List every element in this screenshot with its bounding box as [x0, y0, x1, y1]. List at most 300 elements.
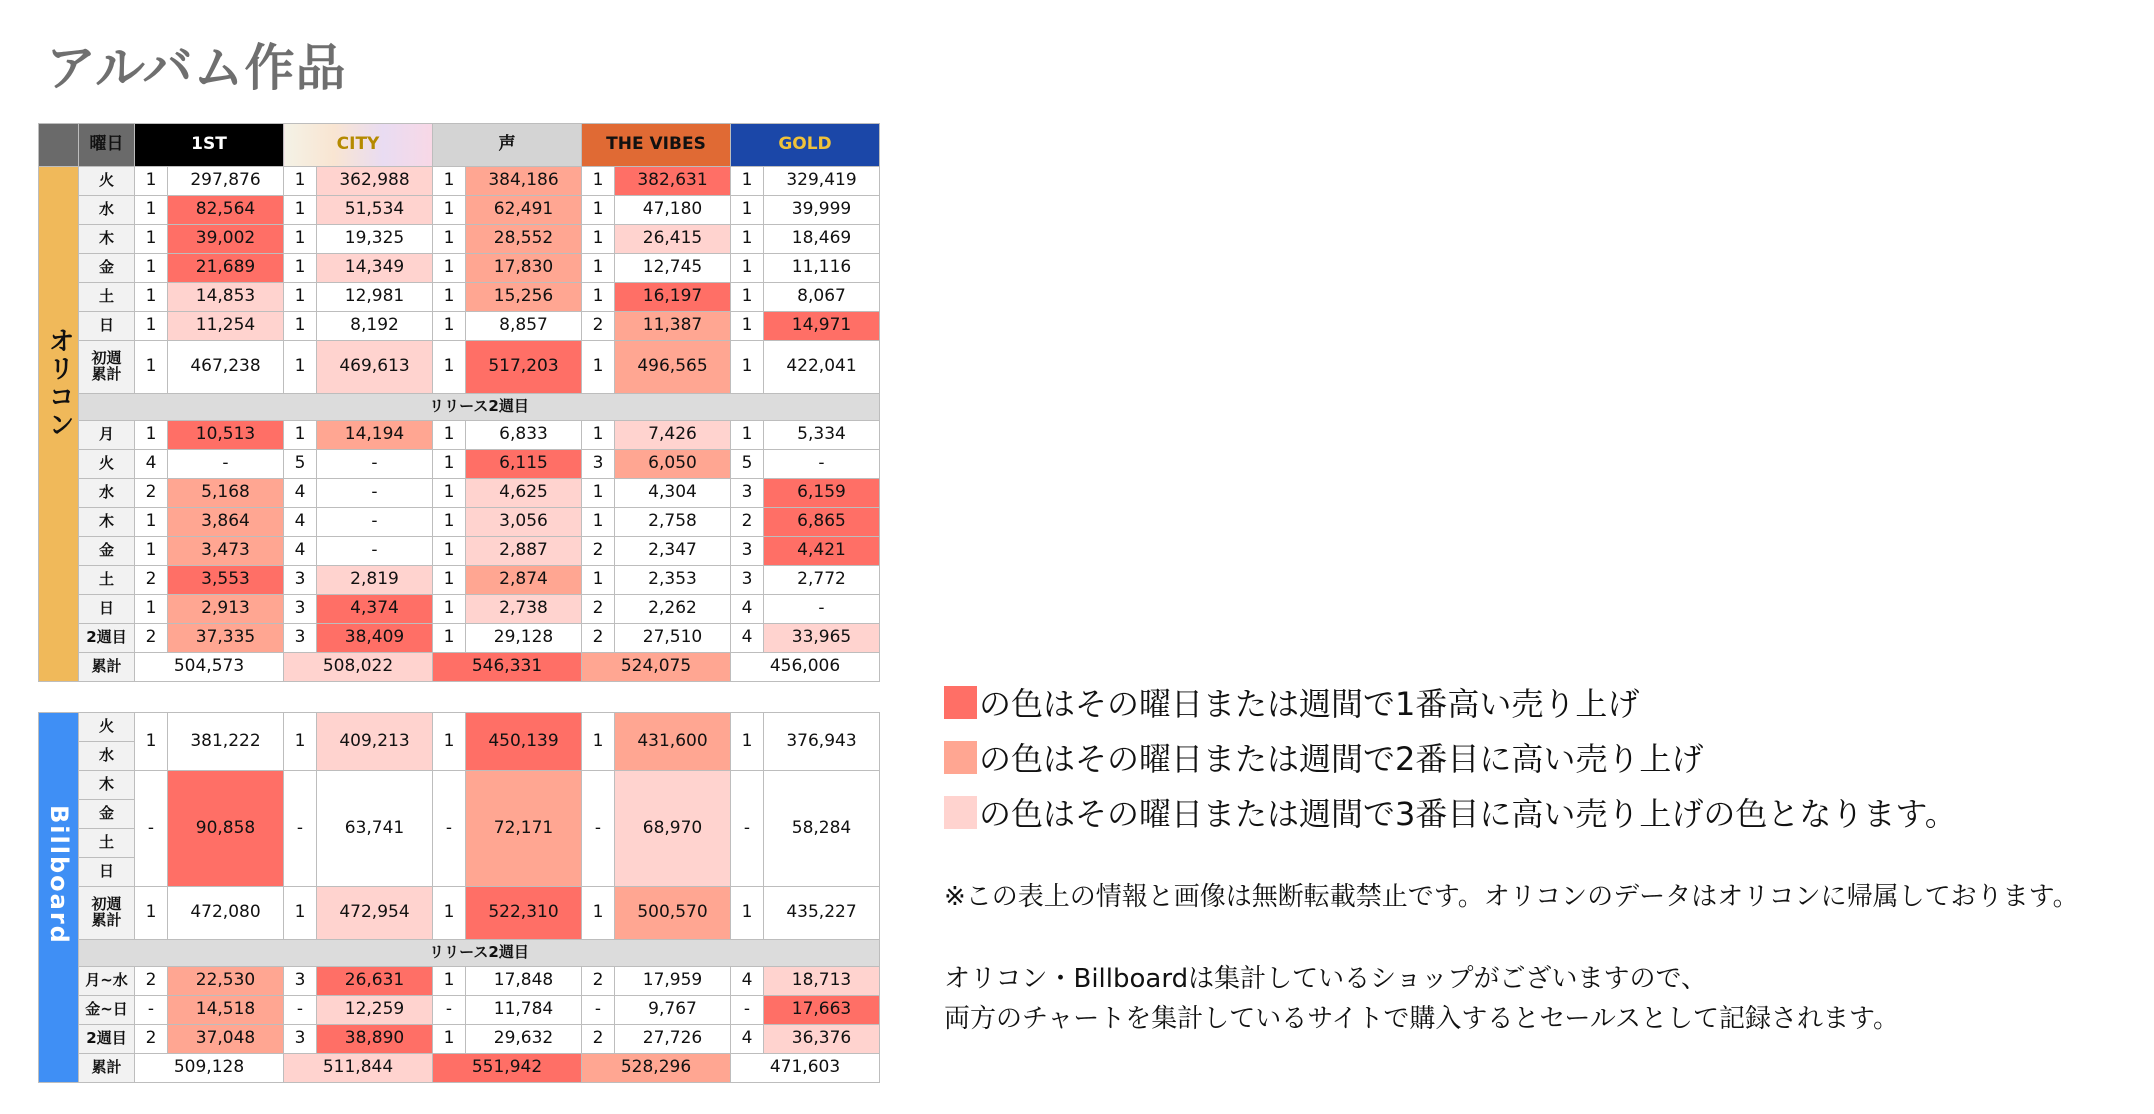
rank-cell: 2: [135, 1025, 168, 1054]
day-label: 初週 累計: [79, 341, 135, 394]
sales-cell: 17,848: [466, 967, 582, 996]
cumulative-cell: 504,573: [135, 653, 284, 682]
sales-cell: 2,758: [615, 508, 731, 537]
rank-cell: 1: [433, 196, 466, 225]
rank-cell: 1: [582, 225, 615, 254]
rank2-swatch: [944, 741, 977, 774]
rank-cell: -: [433, 771, 466, 887]
rank-cell: 4: [731, 595, 764, 624]
day-label: 初週 累計: [79, 887, 135, 940]
cumulative-cell: 524,075: [582, 653, 731, 682]
rank-cell: 1: [731, 312, 764, 341]
rank-cell: 2: [582, 1025, 615, 1054]
billboard-cumulative-row: [39, 1054, 880, 1083]
rank1-swatch: [944, 686, 977, 719]
day-label: 木: [79, 225, 135, 254]
rank-cell: 1: [731, 254, 764, 283]
sales-cell: 27,726: [615, 1025, 731, 1054]
week2-label: リリース2週目: [79, 940, 880, 967]
rank-cell: 1: [284, 196, 317, 225]
sales-cell: 3,056: [466, 508, 582, 537]
rank-cell: 1: [582, 254, 615, 283]
sales-cell: 4,421: [764, 537, 880, 566]
rank-cell: 4: [731, 624, 764, 653]
rank-cell: 2: [582, 312, 615, 341]
day-label: 木: [79, 771, 135, 800]
sales-cell: 14,518: [168, 996, 284, 1025]
day-label: 月~水: [79, 967, 135, 996]
sales-cell: 2,819: [317, 566, 433, 595]
rank-cell: 1: [284, 713, 317, 771]
sales-cell: 90,858: [168, 771, 284, 887]
rank-cell: 1: [433, 1025, 466, 1054]
sales-cell: -: [317, 479, 433, 508]
rank-cell: 1: [582, 196, 615, 225]
sales-cell: 37,048: [168, 1025, 284, 1054]
sales-table-container: [38, 123, 880, 1083]
sales-cell: 12,745: [615, 254, 731, 283]
sales-cell: 72,171: [466, 771, 582, 887]
rank-cell: 3: [284, 566, 317, 595]
billboard-week1-total-row: [39, 887, 880, 940]
oricon-week1-row: [39, 312, 880, 341]
sales-cell: 450,139: [466, 713, 582, 771]
info-note-line2: 両方のチャートを集計しているサイトで購入するとセールスとして記録されます。: [944, 1004, 1899, 1034]
album-header: 声: [433, 124, 582, 167]
sales-cell: 33,965: [764, 624, 880, 653]
sales-cell: 11,116: [764, 254, 880, 283]
sales-cell: 38,409: [317, 624, 433, 653]
rank-cell: 2: [582, 595, 615, 624]
rank-cell: 1: [433, 341, 466, 394]
rank-cell: 1: [135, 508, 168, 537]
day-label: 土: [79, 829, 135, 858]
rank-cell: 3: [284, 624, 317, 653]
cumulative-cell: 509,128: [135, 1054, 284, 1083]
sales-cell: 522,310: [466, 887, 582, 940]
rank-cell: -: [284, 996, 317, 1025]
oricon-side-label-text: オリコン: [44, 327, 75, 439]
sales-cell: 6,115: [466, 450, 582, 479]
sales-cell: 51,534: [317, 196, 433, 225]
oricon-week1-row: [39, 254, 880, 283]
sales-cell: 8,857: [466, 312, 582, 341]
album-header: THE VIBES: [582, 124, 731, 167]
rank-cell: -: [135, 771, 168, 887]
sales-cell: 14,853: [168, 283, 284, 312]
billboard-tue-wed-row: [39, 713, 880, 742]
sales-cell: 47,180: [615, 196, 731, 225]
rank-cell: 4: [284, 508, 317, 537]
rank-cell: 1: [135, 537, 168, 566]
spacer-row: [39, 682, 880, 713]
oricon-week1-row: [39, 196, 880, 225]
header-row: [39, 124, 880, 167]
rank-cell: 1: [433, 887, 466, 940]
legend-rank3: [944, 792, 1957, 832]
rank-cell: 4: [731, 967, 764, 996]
rank-cell: 3: [731, 479, 764, 508]
legend-rank2-text: の色はその曜日または週間で2番目に高い売り上げ: [979, 740, 1704, 778]
rank-cell: 4: [135, 450, 168, 479]
oricon-week2-row: [39, 450, 880, 479]
oricon-week2-row: [39, 537, 880, 566]
rank-cell: -: [731, 771, 764, 887]
sales-cell: 6,865: [764, 508, 880, 537]
sales-cell: 18,469: [764, 225, 880, 254]
page-title: アルバム作品: [46, 39, 347, 97]
oricon-cumulative-row: [39, 653, 880, 682]
rank-cell: 1: [135, 283, 168, 312]
rank-cell: -: [433, 996, 466, 1025]
sales-cell: 435,227: [764, 887, 880, 940]
sales-cell: -: [764, 450, 880, 479]
sales-cell: -: [317, 537, 433, 566]
sales-cell: 11,387: [615, 312, 731, 341]
day-label: 火: [79, 450, 135, 479]
sales-cell: 38,890: [317, 1025, 433, 1054]
sales-cell: 362,988: [317, 167, 433, 196]
rank-cell: 1: [433, 595, 466, 624]
sales-cell: 469,613: [317, 341, 433, 394]
sales-cell: 14,194: [317, 421, 433, 450]
sales-cell: 4,625: [466, 479, 582, 508]
rank-cell: 1: [135, 341, 168, 394]
oricon-week2-row: [39, 421, 880, 450]
sales-cell: 19,325: [317, 225, 433, 254]
rank-cell: 1: [731, 887, 764, 940]
rank-cell: 1: [284, 225, 317, 254]
sales-table: [38, 123, 880, 1083]
rank-cell: -: [135, 996, 168, 1025]
sales-cell: 11,784: [466, 996, 582, 1025]
sales-cell: 11,254: [168, 312, 284, 341]
sales-cell: -: [317, 450, 433, 479]
sales-cell: 3,553: [168, 566, 284, 595]
sales-cell: 9,767: [615, 996, 731, 1025]
sales-cell: 39,002: [168, 225, 284, 254]
sales-cell: 329,419: [764, 167, 880, 196]
rank-cell: -: [582, 996, 615, 1025]
sales-cell: 22,530: [168, 967, 284, 996]
rank-cell: 3: [284, 967, 317, 996]
sales-cell: 2,887: [466, 537, 582, 566]
rank-cell: 1: [433, 537, 466, 566]
rank-cell: -: [582, 771, 615, 887]
day-label: 土: [79, 566, 135, 595]
sales-cell: 376,943: [764, 713, 880, 771]
billboard-week2-separator: [39, 940, 880, 967]
sales-cell: 2,347: [615, 537, 731, 566]
rank-cell: 1: [582, 566, 615, 595]
sales-cell: 381,222: [168, 713, 284, 771]
rank-cell: 1: [284, 341, 317, 394]
oricon-week1-row: [39, 283, 880, 312]
billboard-week2-row: [39, 967, 880, 996]
rank-cell: 1: [135, 713, 168, 771]
rank-cell: 3: [284, 595, 317, 624]
sales-cell: 10,513: [168, 421, 284, 450]
sales-cell: 29,128: [466, 624, 582, 653]
sales-cell: 6,833: [466, 421, 582, 450]
sales-cell: 297,876: [168, 167, 284, 196]
sales-cell: 39,999: [764, 196, 880, 225]
cumulative-cell: 471,603: [731, 1054, 880, 1083]
rank-cell: 1: [433, 167, 466, 196]
sales-cell: 496,565: [615, 341, 731, 394]
rank-cell: 1: [731, 225, 764, 254]
sales-cell: 14,349: [317, 254, 433, 283]
day-label: 2週目: [79, 624, 135, 653]
sales-cell: 63,741: [317, 771, 433, 887]
spacer-cell: [39, 682, 880, 713]
sales-cell: 26,415: [615, 225, 731, 254]
rank-cell: 4: [284, 479, 317, 508]
sales-cell: 16,197: [615, 283, 731, 312]
rank-cell: 2: [135, 624, 168, 653]
week2-label: リリース2週目: [79, 394, 880, 421]
rank-cell: 1: [135, 887, 168, 940]
rank-cell: -: [284, 771, 317, 887]
rank-cell: 3: [731, 537, 764, 566]
sales-cell: 2,738: [466, 595, 582, 624]
rank-cell: 1: [433, 566, 466, 595]
sales-cell: 12,981: [317, 283, 433, 312]
rank-cell: 1: [135, 254, 168, 283]
sales-cell: 431,600: [615, 713, 731, 771]
sales-cell: -: [764, 595, 880, 624]
sales-cell: 422,041: [764, 341, 880, 394]
sales-cell: 4,374: [317, 595, 433, 624]
legend-rank2: [944, 737, 1703, 777]
oricon-week1-total-row: [39, 341, 880, 394]
album-header: GOLD: [731, 124, 880, 167]
day-label: 金: [79, 537, 135, 566]
sales-cell: 17,830: [466, 254, 582, 283]
sales-cell: 17,959: [615, 967, 731, 996]
rank-cell: 1: [284, 254, 317, 283]
sales-cell: 5,334: [764, 421, 880, 450]
rank-cell: 1: [731, 341, 764, 394]
rank-cell: 1: [135, 225, 168, 254]
cumulative-cell: 508,022: [284, 653, 433, 682]
rank-cell: 1: [731, 283, 764, 312]
sales-cell: 29,632: [466, 1025, 582, 1054]
legend-rank3-text: の色はその曜日または週間で3番目に高い売り上げの色となります。: [979, 795, 1957, 833]
rank-cell: 1: [135, 595, 168, 624]
rank-cell: 1: [433, 624, 466, 653]
sales-cell: 472,954: [317, 887, 433, 940]
legend-rank1-text: の色はその曜日または週間で1番高い売り上げ: [979, 685, 1640, 723]
sales-cell: 21,689: [168, 254, 284, 283]
day-label: 日: [79, 595, 135, 624]
sales-cell: 15,256: [466, 283, 582, 312]
oricon-week2-row: [39, 566, 880, 595]
sales-cell: 2,262: [615, 595, 731, 624]
sales-cell: 4,304: [615, 479, 731, 508]
sales-cell: 82,564: [168, 196, 284, 225]
oricon-week2-row: [39, 479, 880, 508]
rank-cell: 1: [582, 887, 615, 940]
album-header: CITY: [284, 124, 433, 167]
oricon-side-label: [39, 167, 79, 682]
rank-cell: 1: [582, 508, 615, 537]
sales-cell: 384,186: [466, 167, 582, 196]
sales-cell: 2,913: [168, 595, 284, 624]
day-label: 水: [79, 196, 135, 225]
sales-cell: 2,874: [466, 566, 582, 595]
rank-cell: 2: [582, 537, 615, 566]
rank-cell: 2: [582, 624, 615, 653]
rank-cell: 1: [582, 713, 615, 771]
sales-cell: -: [317, 508, 433, 537]
rank-cell: 2: [135, 566, 168, 595]
sales-cell: 382,631: [615, 167, 731, 196]
rank-cell: 1: [433, 421, 466, 450]
rank-cell: 1: [135, 312, 168, 341]
rank-cell: 1: [731, 167, 764, 196]
sales-cell: 409,213: [317, 713, 433, 771]
sales-cell: -: [168, 450, 284, 479]
day-label: 金: [79, 254, 135, 283]
rank-cell: 1: [433, 312, 466, 341]
sales-cell: 62,491: [466, 196, 582, 225]
rank-cell: 1: [582, 421, 615, 450]
header-day: 曜日: [79, 124, 135, 167]
rank-cell: 1: [284, 887, 317, 940]
day-label: 日: [79, 858, 135, 887]
sales-cell: 12,259: [317, 996, 433, 1025]
rank-cell: 2: [135, 479, 168, 508]
rank-cell: 5: [731, 450, 764, 479]
billboard-side-label-text: Billboard: [45, 805, 74, 945]
rank-cell: 5: [284, 450, 317, 479]
sales-cell: 14,971: [764, 312, 880, 341]
oricon-week1-row: [39, 167, 880, 196]
album-header: 1ST: [135, 124, 284, 167]
cumulative-cell: 511,844: [284, 1054, 433, 1083]
rank-cell: 1: [433, 479, 466, 508]
oricon-week2-row: [39, 595, 880, 624]
rank-cell: 1: [582, 167, 615, 196]
rank-cell: 1: [135, 167, 168, 196]
sales-cell: 8,192: [317, 312, 433, 341]
sales-cell: 3,864: [168, 508, 284, 537]
rank-cell: 3: [582, 450, 615, 479]
day-label: 金~日: [79, 996, 135, 1025]
header-corner: [39, 124, 79, 167]
billboard-side-label: [39, 713, 79, 1083]
sales-cell: 5,168: [168, 479, 284, 508]
rank-cell: 1: [135, 421, 168, 450]
rank-cell: 1: [731, 421, 764, 450]
sales-cell: 27,510: [615, 624, 731, 653]
sales-cell: 517,203: [466, 341, 582, 394]
rank-cell: 1: [284, 312, 317, 341]
sales-cell: 17,663: [764, 996, 880, 1025]
day-label: 火: [79, 713, 135, 742]
sales-cell: 28,552: [466, 225, 582, 254]
cumulative-cell: 456,006: [731, 653, 880, 682]
day-label: 水: [79, 479, 135, 508]
sales-cell: 18,713: [764, 967, 880, 996]
rank-cell: 1: [433, 508, 466, 537]
rank-cell: 1: [433, 713, 466, 771]
rank-cell: 1: [433, 450, 466, 479]
sales-cell: 6,050: [615, 450, 731, 479]
billboard-week2-row: [39, 1025, 880, 1054]
rank-cell: 1: [433, 967, 466, 996]
rank-cell: 1: [433, 225, 466, 254]
day-label: 木: [79, 508, 135, 537]
rank3-swatch: [944, 796, 977, 829]
rank-cell: 1: [433, 254, 466, 283]
cumulative-cell: 551,942: [433, 1054, 582, 1083]
day-label: 水: [79, 742, 135, 771]
sales-cell: 68,970: [615, 771, 731, 887]
sales-cell: 467,238: [168, 341, 284, 394]
day-label: 火: [79, 167, 135, 196]
rank-cell: 2: [731, 508, 764, 537]
rank-cell: 1: [284, 421, 317, 450]
info-note-line1: オリコン・Billboardは集計しているショップがございますので、: [944, 964, 1708, 994]
sales-cell: 8,067: [764, 283, 880, 312]
day-label: 日: [79, 312, 135, 341]
rank-cell: 1: [582, 341, 615, 394]
rank-cell: 2: [135, 967, 168, 996]
sales-cell: 36,376: [764, 1025, 880, 1054]
day-label: 月: [79, 421, 135, 450]
day-label: 土: [79, 283, 135, 312]
sales-cell: 37,335: [168, 624, 284, 653]
day-label: 累計: [79, 653, 135, 682]
oricon-week1-row: [39, 225, 880, 254]
rank-cell: 3: [284, 1025, 317, 1054]
cumulative-cell: 528,296: [582, 1054, 731, 1083]
sales-cell: 3,473: [168, 537, 284, 566]
day-label: 2週目: [79, 1025, 135, 1054]
sales-cell: 472,080: [168, 887, 284, 940]
day-label: 累計: [79, 1054, 135, 1083]
rank-cell: -: [731, 996, 764, 1025]
rank-cell: 1: [284, 283, 317, 312]
rank-cell: 1: [582, 479, 615, 508]
legend-rank1: [944, 682, 1639, 722]
rank-cell: 2: [582, 967, 615, 996]
sales-cell: 26,631: [317, 967, 433, 996]
rank-cell: 1: [731, 196, 764, 225]
copyright-note: ※この表上の情報と画像は無断転載禁止です。オリコンのデータはオリコンに帰属しております。: [944, 882, 2079, 912]
rank-cell: 4: [731, 1025, 764, 1054]
cumulative-cell: 546,331: [433, 653, 582, 682]
oricon-week2-row: [39, 508, 880, 537]
sales-cell: 2,772: [764, 566, 880, 595]
sales-cell: 7,426: [615, 421, 731, 450]
rank-cell: 1: [731, 713, 764, 771]
rank-cell: 3: [731, 566, 764, 595]
sales-cell: 2,353: [615, 566, 731, 595]
sales-cell: 500,570: [615, 887, 731, 940]
rank-cell: 1: [135, 196, 168, 225]
rank-cell: 4: [284, 537, 317, 566]
day-label: 金: [79, 800, 135, 829]
billboard-week2-row: [39, 996, 880, 1025]
oricon-week2-row: [39, 624, 880, 653]
sales-cell: 58,284: [764, 771, 880, 887]
rank-cell: 1: [433, 283, 466, 312]
oricon-week2-separator: [39, 394, 880, 421]
sales-cell: 6,159: [764, 479, 880, 508]
